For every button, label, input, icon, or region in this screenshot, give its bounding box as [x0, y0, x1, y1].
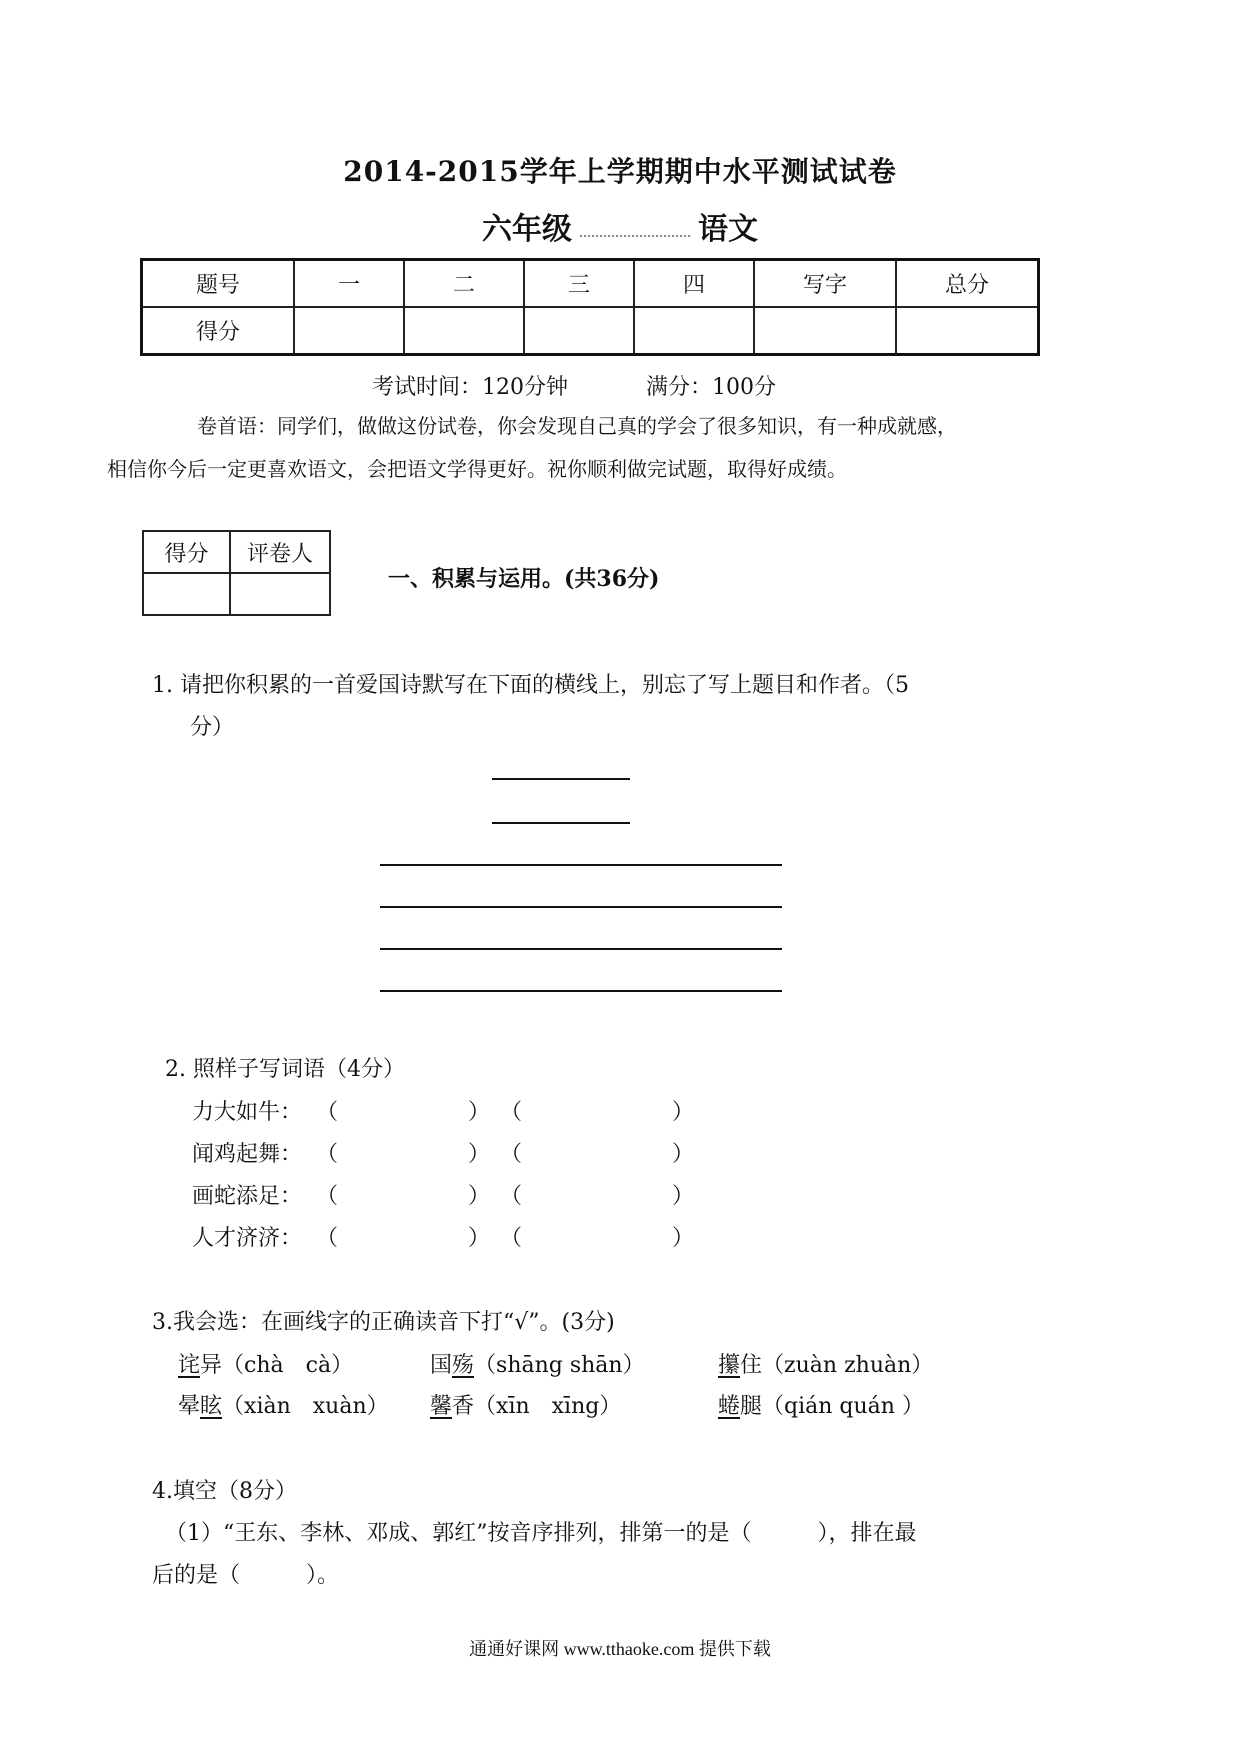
pinyin-option[interactable]: 馨香（xīn xīng）	[430, 1394, 622, 1419]
score-table-score-row	[142, 307, 1039, 355]
idiom-row	[192, 1137, 302, 1168]
poem-line-2[interactable]	[380, 906, 782, 908]
pinyin-option[interactable]: 蜷腿（qián quán ）	[718, 1394, 924, 1419]
score-cell[interactable]	[294, 307, 404, 355]
idiom-row	[192, 1179, 302, 1210]
idiom-row	[192, 1095, 302, 1126]
question-4-item-1-cont: 后的是（ ）。	[152, 1563, 340, 1588]
grader-score-label: 得分	[143, 531, 230, 573]
underlined-char: 诧	[178, 1353, 201, 1378]
grader-name-cell[interactable]	[230, 573, 330, 615]
preface-line-1: 卷首语：同学们，做做这份试卷，你会发现自己真的学会了很多知识，有一种成就感，	[197, 414, 957, 438]
underlined-char: 蜷	[718, 1394, 741, 1419]
score-cell[interactable]	[524, 307, 634, 355]
idiom-example: 闻鸡起舞：	[192, 1142, 303, 1167]
score-header-cell: 总分	[896, 260, 1039, 308]
score-row-label: 得分	[142, 307, 295, 355]
score-table	[140, 258, 1040, 356]
question-3-title: 3.我会选：在画线字的正确读音下打“√”。(3分)	[152, 1310, 615, 1335]
pinyin-option[interactable]: 攥住（zuàn zhuàn）	[718, 1353, 934, 1378]
score-header-cell: 三	[524, 260, 634, 308]
score-cell[interactable]	[404, 307, 524, 355]
poem-line-4[interactable]	[380, 990, 782, 992]
full-score: 满分：100分	[646, 375, 776, 400]
section-1-title: 一、积累与运用。(共36分)	[388, 566, 660, 592]
grader-name-label: 评卷人	[230, 531, 330, 573]
score-cell[interactable]	[634, 307, 754, 355]
pinyin-choices: （qián quán ）	[762, 1394, 924, 1419]
score-header-cell: 写字	[754, 260, 896, 308]
underlined-char: 殇	[452, 1353, 475, 1378]
pinyin-choices: （shāng shān）	[474, 1353, 645, 1378]
answer-blank-a[interactable]: （ ）	[316, 1226, 491, 1251]
pinyin-choices: （xīn xīng）	[474, 1394, 622, 1419]
poem-line-1[interactable]	[380, 864, 782, 866]
question-4-title: 4.填空（8分）	[152, 1479, 297, 1504]
underlined-char: 攥	[718, 1353, 741, 1378]
score-header-cell: 题号	[142, 260, 295, 308]
pinyin-choices: （chà cà）	[222, 1353, 354, 1378]
idiom-example: 画蛇添足：	[192, 1184, 303, 1209]
score-header-cell: 二	[404, 260, 524, 308]
grade-label: 六年级	[482, 212, 572, 247]
score-header-cell: 一	[294, 260, 404, 308]
score-cell[interactable]	[896, 307, 1039, 355]
answer-blank-b[interactable]: （ ）	[500, 1100, 695, 1125]
preface-line-2: 相信你今后一定更喜欢语文，会把语文学得更好。祝你顺利做完试题，取得好成绩。	[107, 457, 847, 481]
poem-title-line[interactable]	[492, 778, 630, 780]
exam-subtitle	[0, 204, 1240, 248]
answer-blank-a[interactable]: （ ）	[316, 1142, 491, 1167]
answer-blank-a[interactable]: （ ）	[316, 1184, 491, 1209]
answer-blank-b[interactable]: （ ）	[500, 1226, 695, 1251]
underlined-char: 眩	[200, 1394, 223, 1419]
pinyin-choices: （zuàn zhuàn）	[762, 1353, 934, 1378]
grader-score-cell[interactable]	[143, 573, 230, 615]
question-1-text-cont: 分）	[190, 715, 235, 740]
question-1-text: 1. 请把你积累的一首爱国诗默写在下面的横线上，别忘了写上题目和作者。（5	[152, 673, 909, 698]
preface	[107, 405, 1052, 491]
exam-info	[372, 370, 776, 401]
idiom-example: 人才济济：	[192, 1226, 303, 1251]
answer-blank-b[interactable]: （ ）	[500, 1142, 695, 1167]
underlined-char: 馨	[430, 1394, 453, 1419]
pinyin-option[interactable]: 国殇（shāng shān）	[430, 1353, 645, 1378]
idiom-example: 力大如牛：	[192, 1100, 303, 1125]
pinyin-option[interactable]: 诧异（chà cà）	[178, 1353, 354, 1378]
question-2-title: 2. 照样子写词语（4分）	[165, 1057, 405, 1082]
idiom-row	[192, 1221, 302, 1252]
pinyin-choices: （xiàn xuàn）	[222, 1394, 389, 1419]
pinyin-option[interactable]: 晕眩（xiàn xuàn）	[178, 1394, 389, 1419]
score-cell[interactable]	[754, 307, 896, 355]
exam-time: 考试时间：120分钟	[372, 375, 568, 400]
poem-line-3[interactable]	[380, 948, 782, 950]
answer-blank-b[interactable]: （ ）	[500, 1184, 695, 1209]
answer-blank-a[interactable]: （ ）	[316, 1100, 491, 1125]
exam-title: 2014-2015学年上学期期中水平测试试卷	[343, 155, 897, 188]
grader-table	[142, 530, 331, 616]
poem-author-line[interactable]	[492, 822, 630, 824]
dotted-gap	[580, 225, 690, 237]
subject-label: 语文	[698, 212, 758, 247]
question-4-item-1: （1）“王东、李林、邓成、郭红”按音序排列，排第一的是（ ），排在最	[165, 1521, 917, 1546]
score-table-header-row	[142, 260, 1039, 308]
page-footer: 通通好课网 www.tthaoke.com 提供下载	[469, 1639, 771, 1659]
score-header-cell: 四	[634, 260, 754, 308]
